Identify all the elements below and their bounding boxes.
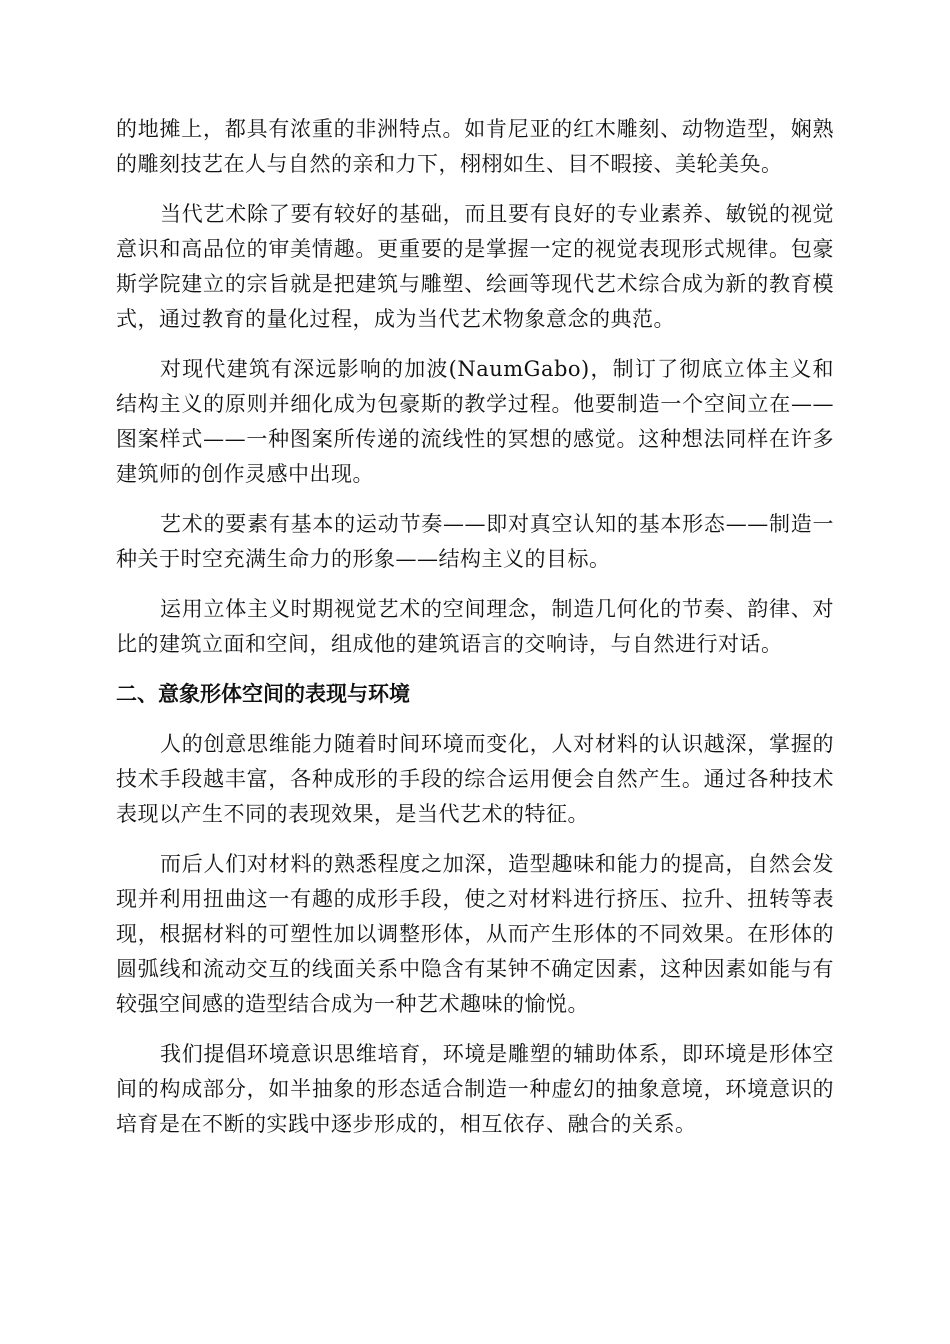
paragraph: 对现代建筑有深远影响的加波(NaumGabo)，制订了彻底立体主义和结构主义的原则并细化成为包豪斯的教学过程。他要制造一个空间立在——图案样式——一种图案所传递的流线性的冥想的感觉。这种想法同样在许多建筑师的创作灵感中出现。 <box>116 357 834 486</box>
paragraph: 艺术的要素有基本的运动节奏——即对真空认知的基本形态——制造一种关于时空充满生命力的形象——结构主义的目标。 <box>116 512 834 571</box>
paragraph: 人的创意思维能力随着时间环境而变化，人对材料的认识越深，掌握的技术手段越丰富，各种成形的手段的综合运用便会自然产生。通过各种技术表现以产生不同的表现效果，是当代艺术的特征。 <box>116 732 834 826</box>
paragraph: 运用立体主义时期视觉艺术的空间理念，制造几何化的节奏、韵律、对比的建筑立面和空间，组成他的建筑语言的交响诗，与自然进行对话。 <box>116 597 834 656</box>
document-page <box>116 112 834 1157</box>
paragraph: 当代艺术除了要有较好的基础，而且要有良好的专业素养、敏锐的视觉意识和高品位的审美情趣。更重要的是掌握一定的视觉表现形式规律。包豪斯学院建立的宗旨就是把建筑与雕塑、绘画等现代艺术综合成为新的教育模式，通过教育的量化过程，成为当代艺术物象意念的典范。 <box>116 202 834 331</box>
section-heading: 二、意象形体空间的表现与环境 <box>116 682 410 706</box>
paragraph-continuation: 的地摊上，都具有浓重的非洲特点。如肯尼亚的红木雕刻、动物造型，娴熟的雕刻技艺在人与自然的亲和力下，栩栩如生、目不暇接、美轮美奂。 <box>116 117 834 176</box>
paragraph: 我们提倡环境意识思维培育，环境是雕塑的辅助体系，即环境是形体空间的构成部分，如半抽象的形态适合制造一种虚幻的抽象意境，环境意识的培育是在不断的实践中逐步形成的，相互依存、融合的关系。 <box>116 1042 834 1136</box>
paragraph: 而后人们对材料的熟悉程度之加深，造型趣味和能力的提高，自然会发现并利用扭曲这一有趣的成形手段，使之对材料进行挤压、拉升、扭转等表现，根据材料的可塑性加以调整形体，从而产生形体的不同效果。在形体的圆弧线和流动交互的线面关系中隐含有某钟不确定因素，这种因素如能与有较强空间感的造型结合成为一种艺术趣味的愉悦。 <box>116 852 834 1016</box>
